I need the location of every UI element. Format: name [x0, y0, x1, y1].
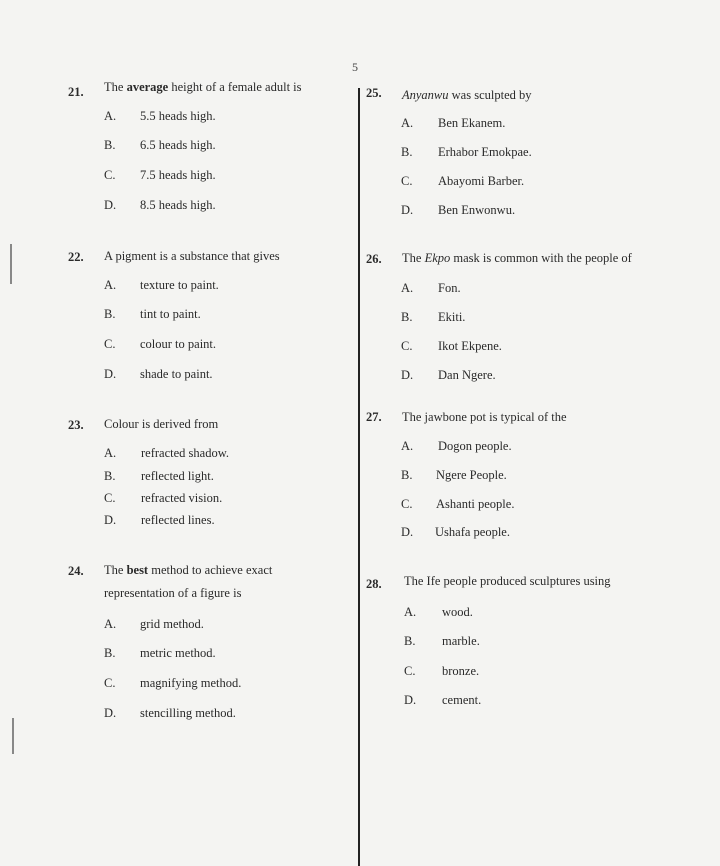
option-letter: C.	[104, 676, 116, 690]
option-text: marble.	[442, 634, 480, 648]
option-text: cement.	[442, 693, 482, 707]
option-text: bronze.	[442, 664, 480, 678]
question-stem: The average height of a female adult is	[104, 80, 302, 94]
question-stem: Colour is derived from	[104, 417, 219, 431]
option-letter: A.	[401, 116, 414, 130]
question-number: 28.	[366, 577, 382, 591]
option-letter: C.	[104, 491, 116, 505]
question-number: 21.	[68, 85, 84, 99]
option-letter: D.	[401, 203, 414, 217]
option-text: Abayomi Barber.	[438, 174, 525, 188]
question-number: 27.	[366, 410, 382, 424]
option-text: refracted shadow.	[141, 446, 230, 460]
option-text: colour to paint.	[140, 337, 217, 351]
option-text: Ashanti people.	[436, 497, 515, 511]
option-text: shade to paint.	[140, 367, 213, 381]
option-letter: D.	[401, 525, 414, 539]
option-text: 5.5 heads high.	[140, 109, 216, 123]
option-letter: B.	[104, 646, 116, 660]
option-letter: C.	[404, 664, 416, 678]
question-stem: The best method to achieve exact	[104, 563, 273, 577]
option-letter: D.	[404, 693, 417, 707]
option-letter: B.	[401, 145, 413, 159]
option-letter: A.	[104, 617, 117, 631]
option-letter: D.	[401, 368, 414, 382]
option-letter: A.	[401, 281, 414, 295]
option-letter: A.	[104, 446, 117, 460]
option-letter: C.	[401, 339, 413, 353]
option-text: wood.	[442, 605, 473, 619]
option-letter: D.	[104, 198, 117, 212]
option-text: Ben Ekanem.	[438, 116, 506, 130]
option-text: tint to paint.	[140, 307, 201, 321]
option-text: Erhabor Emokpae.	[438, 145, 532, 159]
option-text: Dan Ngere.	[438, 368, 496, 382]
option-letter: A.	[404, 605, 417, 619]
question-stem: A pigment is a substance that gives	[104, 249, 280, 263]
option-letter: D.	[104, 367, 117, 381]
option-text: Dogon people.	[438, 439, 512, 453]
option-letter: D.	[104, 706, 117, 720]
option-text: stencilling method.	[140, 706, 236, 720]
option-letter: A.	[104, 278, 117, 292]
option-text: Ekiti.	[438, 310, 466, 324]
option-letter: C.	[401, 497, 413, 511]
option-letter: A.	[104, 109, 117, 123]
margin-mark	[10, 244, 12, 284]
option-text: Ushafa people.	[435, 525, 510, 539]
option-letter: B.	[401, 310, 413, 324]
question-stem: Anyanwu was sculpted by	[402, 88, 532, 102]
option-letter: D.	[104, 513, 117, 527]
option-text: magnifying method.	[140, 676, 242, 690]
option-letter: B.	[401, 468, 413, 482]
option-text: Ngere People.	[436, 468, 507, 482]
option-text: reflected lines.	[141, 513, 215, 527]
option-text: metric method.	[140, 646, 216, 660]
option-text: 6.5 heads high.	[140, 138, 216, 152]
option-letter: C.	[401, 174, 413, 188]
option-text: Fon.	[438, 281, 461, 295]
option-text: refracted vision.	[141, 491, 223, 505]
option-letter: B.	[104, 138, 116, 152]
question-stem: The Ife people produced sculptures using	[404, 574, 611, 588]
question-stem: The jawbone pot is typical of the	[402, 410, 567, 424]
option-text: Ikot Ekpene.	[438, 339, 502, 353]
option-text: 8.5 heads high.	[140, 198, 216, 212]
page-number: 5	[352, 60, 358, 74]
question-number: 24.	[68, 564, 84, 578]
column-divider	[358, 88, 360, 866]
option-letter: B.	[404, 634, 416, 648]
option-text: Ben Enwonwu.	[438, 203, 516, 217]
option-letter: C.	[104, 168, 116, 182]
option-letter: C.	[104, 337, 116, 351]
question-number: 22.	[68, 250, 84, 264]
margin-mark	[12, 718, 14, 754]
option-letter: A.	[401, 439, 414, 453]
option-text: texture to paint.	[140, 278, 219, 292]
question-stem-line2: representation of a figure is	[104, 586, 242, 600]
option-letter: B.	[104, 469, 116, 483]
option-text: 7.5 heads high.	[140, 168, 216, 182]
option-text: reflected light.	[141, 469, 214, 483]
question-number: 26.	[366, 252, 382, 266]
question-number: 23.	[68, 418, 84, 432]
option-text: grid method.	[140, 617, 204, 631]
option-letter: B.	[104, 307, 116, 321]
question-number: 25.	[366, 86, 382, 100]
question-stem: The Ekpo mask is common with the people of	[402, 251, 632, 265]
